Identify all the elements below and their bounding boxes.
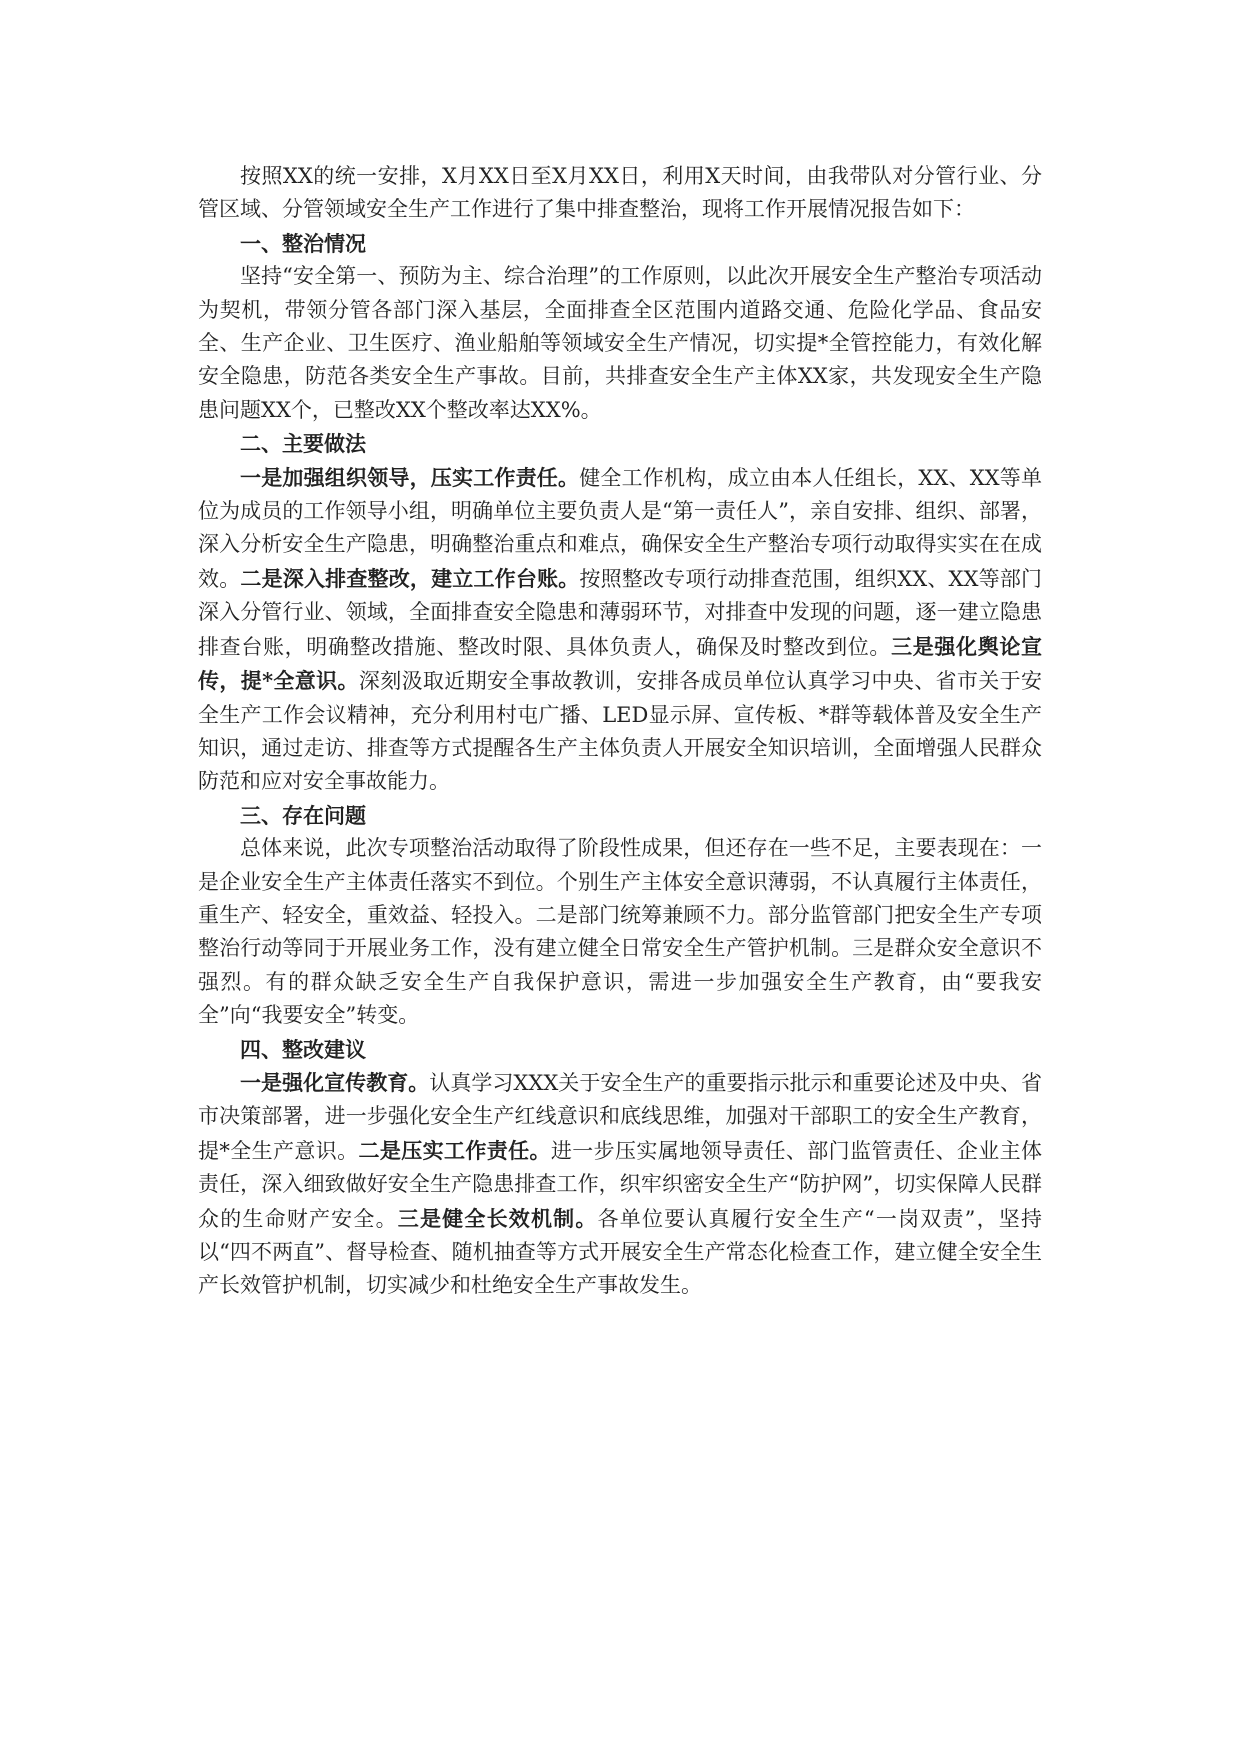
suggestion-1-title: 一是强化宣传教育。 [240, 1069, 430, 1095]
section-3-paragraph: 总体来说，此次专项整治活动取得了阶段性成果，但还存在一些不足，主要表现在：一是企业安全生产主体责任落实不到位。个别生产主体安全意识薄弱，不认真履行主体责任，重生产、轻安全，重效益、轻投入。二是部门统筹兼顾不力。部分监管部门把安全生产专项整治行动等同于开展业务工作，没有建立健全日常安全生产管护机制。三是群众安全意识不强烈。有的群众缺乏安全生产自我保护意识，需进一步加强安全生产教育，由“要我安全”向“我要安全”转变。 [198, 836, 1042, 1028]
document-page [198, 160, 1042, 1303]
section-heading-2: 二、主要做法 [240, 431, 366, 457]
suggestion-1-text: 认真学习XXX关于安全生产的重要指示批示和重要论述及中央、省市决策部署，进一步强化安全生产红线意识和底线思维，加强对干部职工的安全生产教育，提*全生产意识。 [198, 1070, 1043, 1163]
section-heading-3: 三、存在问题 [240, 802, 366, 828]
section-heading-4: 四、整改建议 [240, 1036, 366, 1062]
suggestion-2-text: 进一步压实属地领导责任、部门监管责任、企业主体责任，深入细致做好安全生产隐患排查工作，织牢织密安全生产“防护网”，切实保障人民群众的生命财产安全。 [198, 1138, 1043, 1231]
section-4-paragraph [198, 1066, 1042, 1303]
point-2-text: 按照整改专项行动排查范围，组织XX、XX等部门深入分管行业、领域，全面排查安全隐患和薄弱环节，对排查中发现的问题，逐一建立隐患排查台账，明确整改措施、整改时限、具体负责人，确保及时整改到位。 [198, 566, 1043, 659]
point-1-text: 健全工作机构，成立由本人任组长，XX、XX等单位为成员的工作领导小组，明确单位主要负责人是“第一责任人”，亲自安排、组织、部署，深入分析安全生产隐患，明确整治重点和难点，确保安全生产整治专项行动取得实实在在成效。 [198, 465, 1042, 591]
suggestion-3-title: 三是健全长效机制。 [397, 1205, 598, 1231]
section-1-paragraph: 坚持“安全第一、预防为主、综合治理”的工作原则，以此次开展安全生产整治专项活动为契机，带领分管各部门深入基层，全面排查全区范围内道路交通、危险化学品、食品安全、生产企业、卫生医疗、渔业船舶等领域安全生产情况，切实提*全管控能力，有效化解安全隐患，防范各类安全生产事故。目前，共排查安全生产主体XX家，共发现安全生产隐患问题XX个，已整改XX个整改率达XX%。 [198, 264, 1042, 422]
point-1-title: 一是加强组织领导，压实工作责任。 [240, 464, 580, 490]
point-3-text: 深刻汲取近期安全事故教训，安排各成员单位认真学习中央、省市关于安全生产工作会议精神，充分利用村屯广播、LED显示屏、宣传板、*群等载体普及安全生产知识，通过走访、排查等方式提醒各生产主体负责人开展安全知识培训，全面增强人民群众防范和应对安全事故能力。 [198, 669, 1042, 794]
suggestion-2-title: 二是压实工作责任。 [358, 1137, 551, 1163]
point-3-title: 三是强化舆论宣传，提*全意识。 [198, 633, 1043, 694]
section-2-paragraph [198, 461, 1042, 799]
point-2-title: 二是深入排查整改，建立工作台账。 [240, 565, 580, 591]
intro-paragraph: 按照XX的统一安排，X月XX日至X月XX日，利用X天时间，由我带队对分管行业、分管区域、分管领域安全生产工作进行了集中排查整治，现将工作开展情况报告如下： [198, 164, 1042, 222]
suggestion-3-text: 各单位要认真履行安全生产“一岗双责”，坚持以“四不两直”、督导检查、随机抽查等方式开展安全生产常态化检查工作，建立健全安全生产长效管护机制，切实减少和杜绝安全生产事故发生。 [198, 1206, 1042, 1298]
section-heading-1: 一、整治情况 [240, 230, 366, 256]
